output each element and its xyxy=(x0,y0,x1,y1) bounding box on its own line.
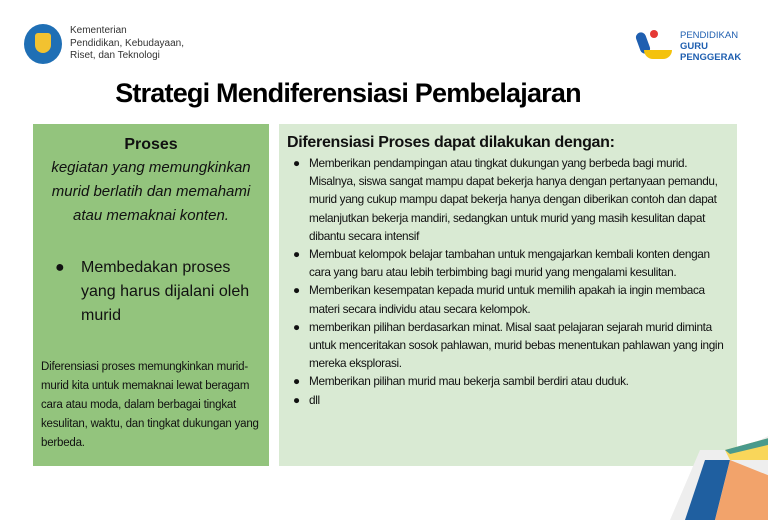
list-item xyxy=(287,245,729,281)
page-title: Strategi Mendiferensiasi Pembelajaran xyxy=(115,78,581,108)
list-item xyxy=(287,154,729,245)
bullet-icon: ● xyxy=(293,156,300,170)
list-item-text: Membuat kelompok belajar tambahan untuk mengajarkan kembali konten dengan cara yang baru atau lebih terbimbing bagi murid yang mengalami kesulitan. xyxy=(309,247,710,280)
ministry-line: Kementerian xyxy=(70,25,127,37)
logo-text: PENDIDIKAN xyxy=(680,29,739,41)
bullet-icon: ● xyxy=(293,247,300,262)
panel-note: Diferensiasi proses memungkinkan murid-murid kita untuk memaknai lewat beragam cara atau moda, dalam berbagai tingkat kesulitan, waktu, dan tingkat dukungan yang berbeda. xyxy=(41,361,259,449)
ministry-line: Riset, dan Teknologi xyxy=(70,50,160,62)
panel-heading: Diferensiasi Proses dapat dilakukan dengan: xyxy=(287,134,615,151)
decorative-pattern-icon xyxy=(670,430,768,520)
list-item-text: Memberikan kesempatan kepada murid untuk memilih apakah ia ingin membaca materi secara individu atau secara kelompok. xyxy=(309,283,705,316)
bullet-icon: ● xyxy=(55,259,65,276)
ministry-line: Pendidikan, Kebudayaan, xyxy=(70,37,184,49)
methods-list xyxy=(287,154,729,409)
list-item-text: Membedakan proses yang harus dijalani oleh murid xyxy=(81,259,250,324)
bullet-icon: ● xyxy=(293,392,300,407)
bullet-icon: ● xyxy=(293,319,300,334)
list-item xyxy=(287,391,729,409)
logo-text: GURU xyxy=(680,40,708,52)
tut-wuri-handayani-emblem-icon xyxy=(24,24,62,64)
list-item xyxy=(287,281,729,317)
methods-panel xyxy=(279,124,737,466)
bullet-icon: ● xyxy=(293,374,300,389)
ministry-logo xyxy=(24,24,184,64)
bullet-icon: ● xyxy=(293,283,300,298)
list-item-text: dll xyxy=(309,392,320,407)
logo-text: PENGGERAK xyxy=(680,51,742,63)
guru-penggerak-logo xyxy=(636,28,741,64)
panel-heading: Proses xyxy=(124,136,178,153)
panel-subtitle: kegiatan yang memungkinkan murid berlatih dan memahami atau memaknai konten. xyxy=(51,159,251,224)
list-item xyxy=(55,256,261,328)
guru-penggerak-mark-icon xyxy=(636,28,674,64)
list-item-text: memberikan pilihan berdasarkan minat. Misal saat pelajaran sejarah murid diminta untuk menceritakan sosok pahlawan, murid bebas menentukan pahlawan yang ingin mereka eksplorasi. xyxy=(309,319,724,371)
list-item xyxy=(287,318,729,373)
list-item-text: Memberikan pilihan murid mau bekerja sambil berdiri atau duduk. xyxy=(309,374,629,389)
list-item xyxy=(287,372,729,390)
ministry-name xyxy=(70,25,184,63)
process-panel xyxy=(33,124,269,466)
list-item-text: Memberikan pendampingan atau tingkat dukungan yang berbeda bagi murid. Misalnya, siswa sangat mampu dapat bekerja hanya dengan pertanyaan pemandu, murid yang cukup mampu dapat bekerja hanya dengan diberikan contoh dan dapat melanjutkan bekerja mandiri, sedangkan untuk murid yang masih kesulitan dapat dibantu secara intensif xyxy=(309,156,718,243)
